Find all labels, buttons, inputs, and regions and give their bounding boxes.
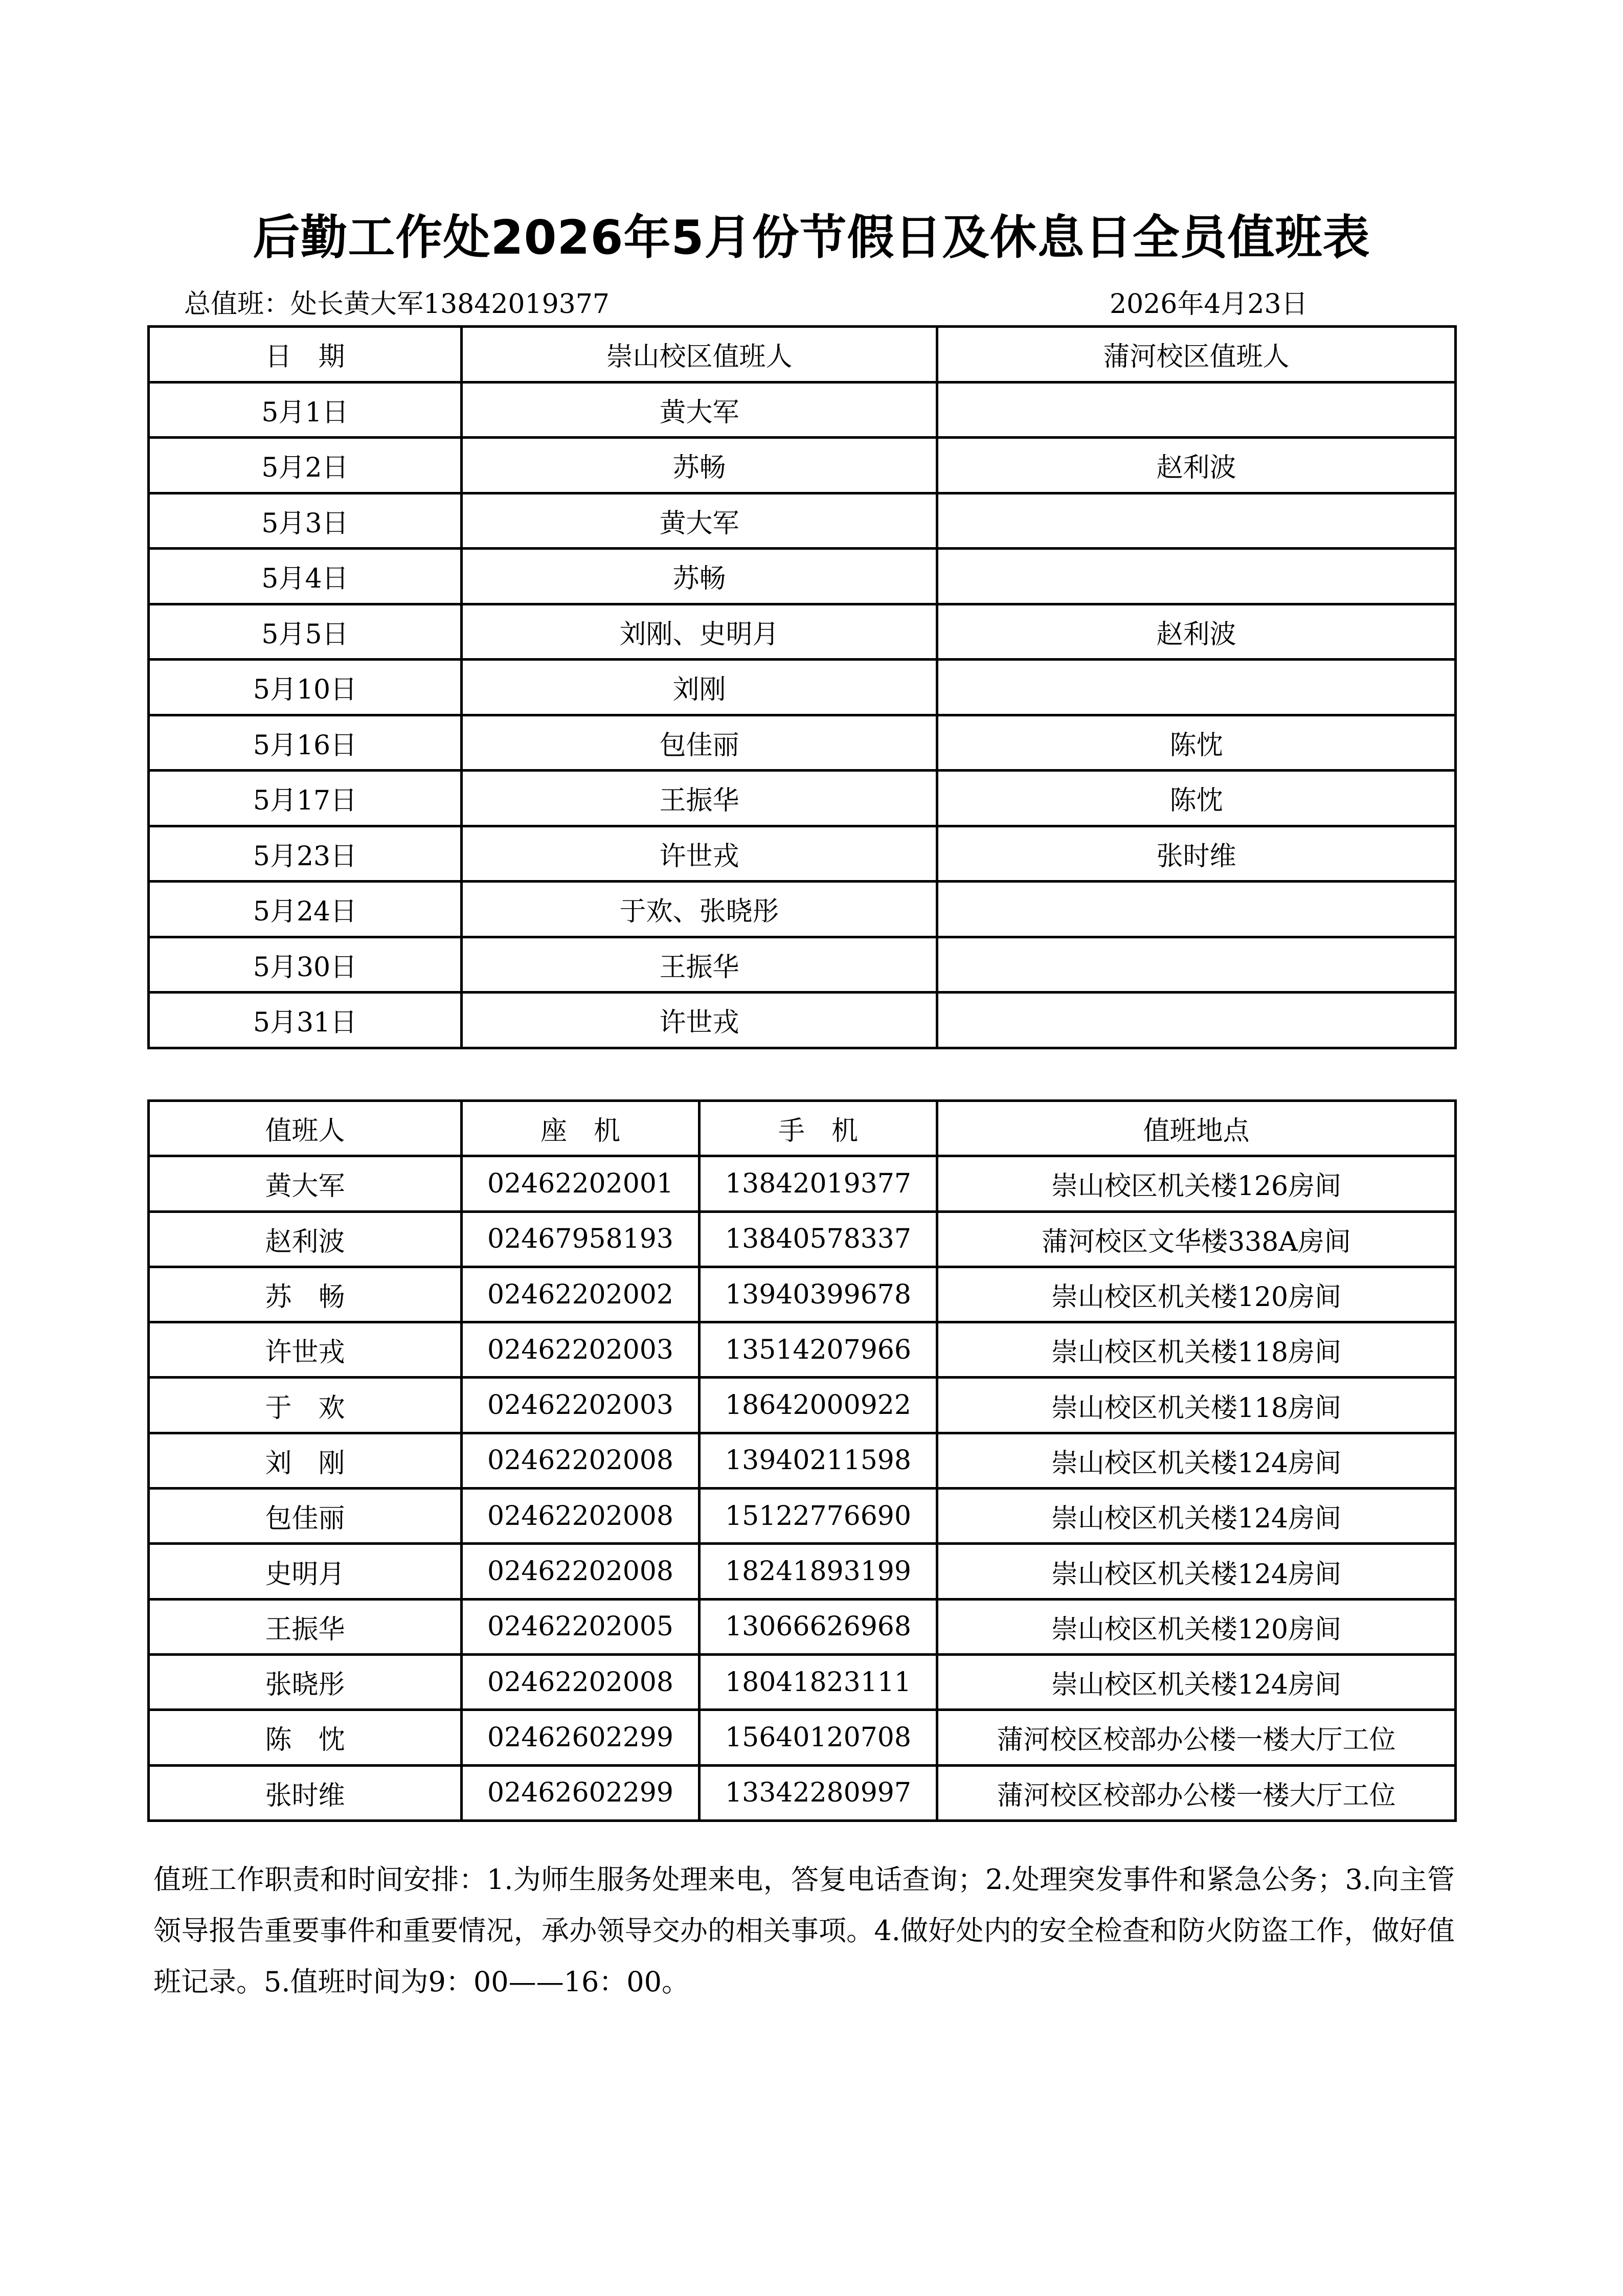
table-row xyxy=(149,1765,1456,1820)
cell-landline: 02467958193 xyxy=(462,1211,700,1267)
cell-chongshan-staff: 黄大军 xyxy=(462,382,937,438)
cell-location: 崇山校区机关楼120房间 xyxy=(937,1267,1456,1322)
chief-on-duty: 总值班：处长黄大军13842019377 xyxy=(184,289,610,320)
cell-name: 刘 刚 xyxy=(149,1433,462,1488)
table-row xyxy=(149,1489,1456,1544)
cell-date: 5月3日 xyxy=(149,493,462,549)
cell-landline: 02462202008 xyxy=(462,1654,700,1709)
cell-landline: 02462602299 xyxy=(462,1710,700,1765)
cell-date: 5月1日 xyxy=(149,382,462,438)
table-header-row xyxy=(149,327,1456,382)
table-row xyxy=(149,937,1456,993)
table-row xyxy=(149,1654,1456,1709)
cell-date: 5月2日 xyxy=(149,438,462,493)
cell-name: 黄大军 xyxy=(149,1156,462,1211)
cell-puhe-staff: 陈忱 xyxy=(937,771,1456,826)
column-header-chongshan: 崇山校区值班人 xyxy=(462,327,937,382)
cell-location: 崇山校区机关楼118房间 xyxy=(937,1378,1456,1433)
cell-chongshan-staff: 许世戎 xyxy=(462,993,937,1048)
table-row xyxy=(149,493,1456,549)
cell-landline: 02462602299 xyxy=(462,1765,700,1820)
cell-date: 5月17日 xyxy=(149,771,462,826)
table-row xyxy=(149,660,1456,715)
contact-table xyxy=(147,1099,1457,1822)
table-row xyxy=(149,1267,1456,1322)
cell-landline: 02462202008 xyxy=(462,1489,700,1544)
cell-mobile: 13514207966 xyxy=(700,1322,937,1378)
cell-name: 于 欢 xyxy=(149,1378,462,1433)
cell-date: 5月10日 xyxy=(149,660,462,715)
cell-puhe-staff: 赵利波 xyxy=(937,438,1456,493)
cell-landline: 02462202008 xyxy=(462,1544,700,1599)
cell-landline: 02462202008 xyxy=(462,1433,700,1488)
table-row xyxy=(149,1378,1456,1433)
cell-mobile: 13842019377 xyxy=(700,1156,937,1211)
cell-location: 蒲河校区校部办公楼一楼大厅工位 xyxy=(937,1765,1456,1820)
column-header-puhe: 蒲河校区值班人 xyxy=(937,327,1456,382)
table-row xyxy=(149,715,1456,771)
column-header-landline: 座 机 xyxy=(462,1101,700,1156)
cell-name: 张晓彤 xyxy=(149,1654,462,1709)
table-row xyxy=(149,771,1456,826)
table-row xyxy=(149,826,1456,882)
cell-name: 张时维 xyxy=(149,1765,462,1820)
table-row xyxy=(149,1322,1456,1378)
cell-location: 蒲河校区文华楼338A房间 xyxy=(937,1211,1456,1267)
cell-mobile: 15640120708 xyxy=(700,1710,937,1765)
table-row xyxy=(149,438,1456,493)
column-header-mobile: 手 机 xyxy=(700,1101,937,1156)
column-header-location: 值班地点 xyxy=(937,1101,1456,1156)
table-row xyxy=(149,1710,1456,1765)
cell-landline: 02462202002 xyxy=(462,1267,700,1322)
cell-location: 崇山校区机关楼124房间 xyxy=(937,1433,1456,1488)
cell-date: 5月23日 xyxy=(149,826,462,882)
cell-puhe-staff xyxy=(937,660,1456,715)
cell-location: 崇山校区机关楼118房间 xyxy=(937,1322,1456,1378)
cell-name: 王振华 xyxy=(149,1599,462,1654)
cell-location: 崇山校区机关楼120房间 xyxy=(937,1599,1456,1654)
table-row xyxy=(149,993,1456,1048)
cell-puhe-staff xyxy=(937,382,1456,438)
cell-date: 5月16日 xyxy=(149,715,462,771)
cell-name: 苏 畅 xyxy=(149,1267,462,1322)
cell-puhe-staff xyxy=(937,549,1456,604)
cell-name: 陈 忱 xyxy=(149,1710,462,1765)
cell-name: 史明月 xyxy=(149,1544,462,1599)
cell-mobile: 13840578337 xyxy=(700,1211,937,1267)
column-header-name: 值班人 xyxy=(149,1101,462,1156)
cell-mobile: 13066626968 xyxy=(700,1599,937,1654)
cell-mobile: 13342280997 xyxy=(700,1765,937,1820)
cell-mobile: 18642000922 xyxy=(700,1378,937,1433)
cell-puhe-staff xyxy=(937,993,1456,1048)
table-header-row xyxy=(149,1101,1456,1156)
cell-date: 5月24日 xyxy=(149,882,462,937)
cell-chongshan-staff: 王振华 xyxy=(462,937,937,993)
table-row xyxy=(149,604,1456,660)
cell-landline: 02462202003 xyxy=(462,1378,700,1433)
cell-puhe-staff xyxy=(937,493,1456,549)
cell-puhe-staff: 张时维 xyxy=(937,826,1456,882)
table-row xyxy=(149,1599,1456,1654)
page-title: 后勤工作处2026年5月份节假日及休息日全员值班表 xyxy=(253,210,1370,265)
cell-mobile: 13940399678 xyxy=(700,1267,937,1322)
cell-chongshan-staff: 于欢、张晓彤 xyxy=(462,882,937,937)
cell-name: 包佳丽 xyxy=(149,1489,462,1544)
cell-mobile: 13940211598 xyxy=(700,1433,937,1488)
cell-chongshan-staff: 包佳丽 xyxy=(462,715,937,771)
cell-chongshan-staff: 黄大军 xyxy=(462,493,937,549)
cell-puhe-staff: 陈忱 xyxy=(937,715,1456,771)
cell-chongshan-staff: 王振华 xyxy=(462,771,937,826)
cell-puhe-staff: 赵利波 xyxy=(937,604,1456,660)
cell-mobile: 18241893199 xyxy=(700,1544,937,1599)
cell-landline: 02462202001 xyxy=(462,1156,700,1211)
cell-location: 崇山校区机关楼126房间 xyxy=(937,1156,1456,1211)
cell-date: 5月5日 xyxy=(149,604,462,660)
column-header-date: 日 期 xyxy=(149,327,462,382)
table-row xyxy=(149,549,1456,604)
table-row xyxy=(149,382,1456,438)
cell-chongshan-staff: 刘刚、史明月 xyxy=(462,604,937,660)
cell-chongshan-staff: 许世戎 xyxy=(462,826,937,882)
cell-mobile: 18041823111 xyxy=(700,1654,937,1709)
table-row xyxy=(149,1211,1456,1267)
table-row xyxy=(149,1156,1456,1211)
cell-chongshan-staff: 苏畅 xyxy=(462,549,937,604)
cell-landline: 02462202003 xyxy=(462,1322,700,1378)
cell-name: 赵利波 xyxy=(149,1211,462,1267)
cell-chongshan-staff: 苏畅 xyxy=(462,438,937,493)
cell-location: 崇山校区机关楼124房间 xyxy=(937,1654,1456,1709)
cell-chongshan-staff: 刘刚 xyxy=(462,660,937,715)
cell-date: 5月31日 xyxy=(149,993,462,1048)
cell-puhe-staff xyxy=(937,882,1456,937)
cell-date: 5月30日 xyxy=(149,937,462,993)
duty-schedule-table xyxy=(147,325,1457,1049)
cell-location: 蒲河校区校部办公楼一楼大厅工位 xyxy=(937,1710,1456,1765)
cell-date: 5月4日 xyxy=(149,549,462,604)
cell-name: 许世戎 xyxy=(149,1322,462,1378)
cell-location: 崇山校区机关楼124房间 xyxy=(937,1489,1456,1544)
cell-landline: 02462202005 xyxy=(462,1599,700,1654)
cell-puhe-staff xyxy=(937,937,1456,993)
cell-mobile: 15122776690 xyxy=(700,1489,937,1544)
table-row xyxy=(149,1544,1456,1599)
duty-responsibilities-note: 值班工作职责和时间安排：1.为师生服务处理来电，答复电话查询；2.处理突发事件和紧急公务；3.向主管领导报告重要事件和重要情况，承办领导交办的相关事项。4.做好处内的安全检查和防火防盗工作，做好值班记录。5.值班时间为9：00——16：00。 xyxy=(153,1863,1455,1998)
table-row xyxy=(149,882,1456,937)
cell-location: 崇山校区机关楼124房间 xyxy=(937,1544,1456,1599)
table-row xyxy=(149,1433,1456,1488)
issue-date: 2026年4月23日 xyxy=(1110,289,1308,320)
